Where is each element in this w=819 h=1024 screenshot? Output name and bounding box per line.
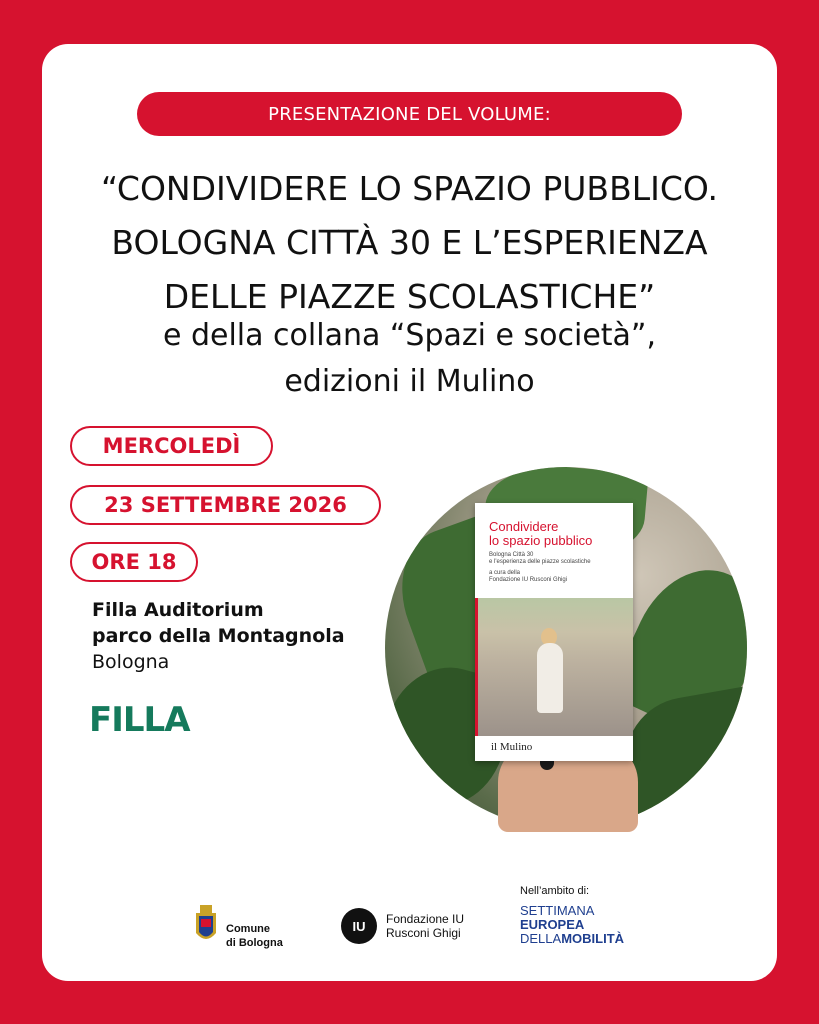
book-cover (475, 503, 633, 761)
title-line-3: DELLE PIAZZE SCOLASTICHE” (163, 277, 656, 316)
filla-logo: FILLA (89, 700, 190, 740)
venue-park: parco della Montagnola (92, 625, 345, 647)
fondazione-iu-label (386, 912, 464, 940)
fondazione-line-1: Fondazione IU (386, 912, 465, 926)
comune-bologna-label (226, 922, 283, 950)
title-line-2: BOLOGNA CITTÀ 30 E L’ESPERIENZA (111, 223, 708, 262)
comune-bologna-emblem-icon (192, 903, 220, 947)
series-subtitle (40, 313, 779, 405)
book-publisher: il Mulino (491, 741, 533, 753)
venue-name: Filla Auditorium (92, 599, 264, 621)
subtitle-line-1: e della collana “Spazi e società”, (162, 318, 657, 353)
fondazione-line-2: Rusconi Ghigi (386, 926, 461, 940)
book-title-heading (40, 162, 779, 324)
comune-line-2: di Bologna (226, 937, 283, 949)
date-badge: 23 SETTEMBRE 2026 (70, 485, 381, 525)
book-spine-stripe (475, 598, 478, 736)
sem-line-3b: MOBILITÀ (561, 931, 625, 946)
time-badge: ORE 18 (70, 542, 198, 582)
venue-city: Bologna (92, 651, 170, 673)
book-curator-line-2: Fondazione IU Rusconi Ghigi (489, 577, 568, 583)
comune-line-1: Comune (226, 923, 270, 935)
ambito-label: Nell’ambito di: (520, 885, 590, 897)
book-cover-image (475, 598, 633, 736)
book-title-line-1: Condividere (489, 519, 559, 534)
book-cover-curator (489, 570, 567, 584)
fondazione-iu-logo-icon: IU (341, 908, 377, 944)
book-curator-line-1: a cura della (489, 570, 521, 576)
title-line-1: “CONDIVIDERE LO SPAZIO PUBBLICO. (100, 169, 718, 208)
book-sub-line-1: Bologna Città 30 (489, 552, 534, 558)
child-figure (537, 643, 563, 713)
day-badge: MERCOLEDÌ (70, 426, 273, 466)
sem-line-1: SETTIMANA (520, 903, 595, 918)
sem-line-2: EUROPEA (520, 917, 585, 932)
subtitle-line-2: edizioni il Mulino (284, 364, 535, 399)
book-title-line-2: lo spazio pubblico (489, 533, 593, 548)
settimana-mobilita-logo (520, 904, 624, 946)
header-pill: PRESENTAZIONE DEL VOLUME: (137, 92, 682, 136)
book-sub-line-2: e l'esperienza delle piazze scolastiche (489, 559, 591, 565)
sem-line-3a: DELLA (520, 931, 562, 946)
venue-info (92, 597, 345, 675)
book-cover-subtitle (489, 552, 591, 566)
book-cover-title (489, 520, 592, 548)
